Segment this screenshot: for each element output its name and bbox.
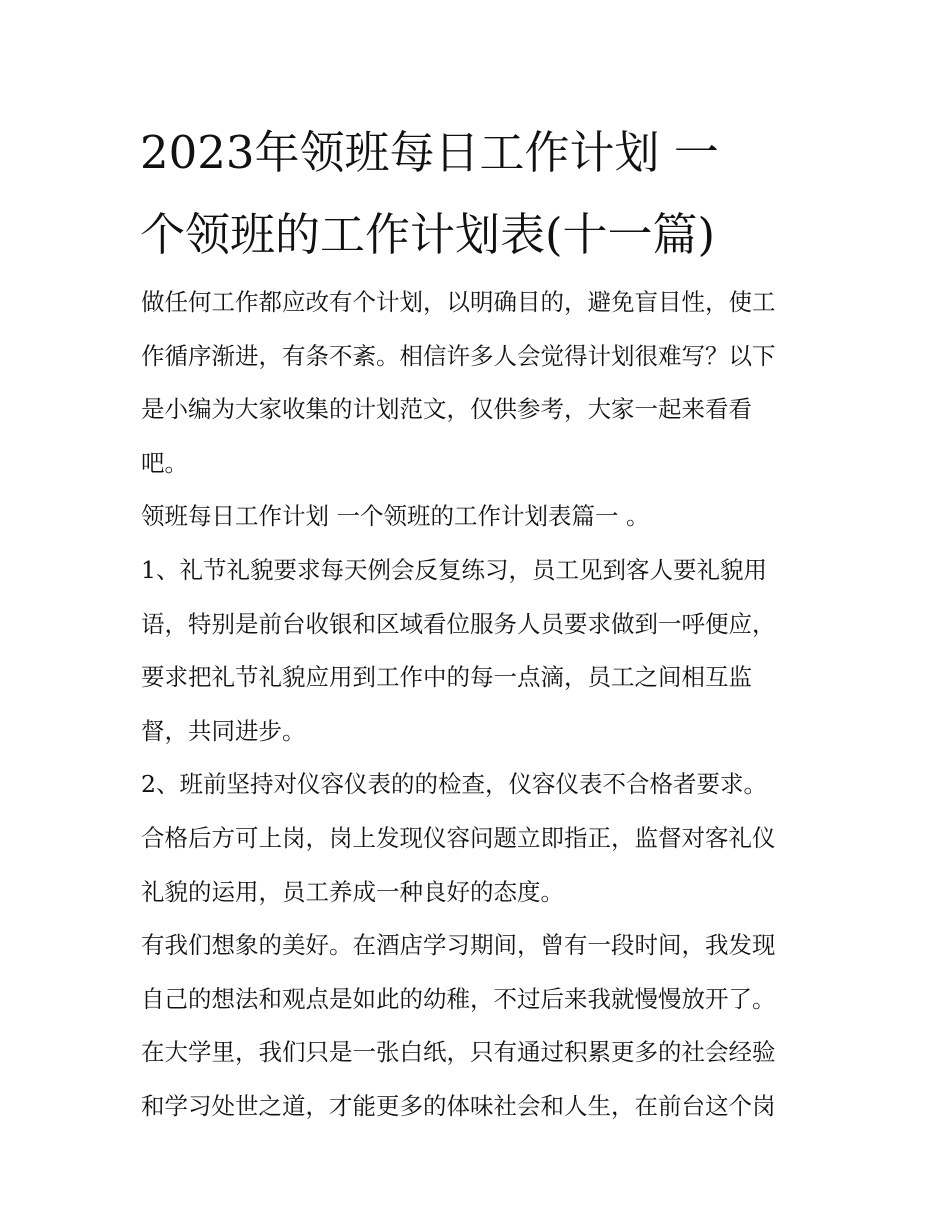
body-line: 语，特别是前台收银和区域看位服务人员要求做到一呼便应， <box>141 609 776 638</box>
body-line: 礼貌的运用，员工养成一种良好的态度。 <box>141 877 564 906</box>
body-line: 合格后方可上岗，岗上发现仪容问题立即指正，监督对客礼仪 <box>141 823 776 852</box>
document-title <box>140 112 820 276</box>
body-line: 1、礼节礼貌要求每天例会反复练习，员工见到客人要礼貌用 <box>141 555 767 584</box>
body-line: 做任何工作都应改有个计划，以明确目的，避免盲目性，使工 <box>141 288 776 316</box>
document-body <box>141 276 821 1134</box>
body-line: 2、班前坚持对仪容仪表的的检查，仪容仪表不合格者要求。 <box>141 770 767 799</box>
body-line: 督，共同进步。 <box>141 716 306 745</box>
title-line: 2023年领班每日工作计划 一 <box>140 126 719 179</box>
body-line: 和学习处世之道，才能更多的体味社会和人生，在前台这个岗 <box>141 1091 776 1120</box>
body-line: 吧。 <box>141 448 188 477</box>
body-line: 要求把礼节礼貌应用到工作中的每一点滴，员工之间相互监 <box>141 663 752 692</box>
body-line: 领班每日工作计划 一个领班的工作计划表篇一 。 <box>141 502 650 531</box>
title-line: 个领班的工作计划表(十一篇) <box>140 208 716 261</box>
body-line: 是小编为大家收集的计划范文，仅供参考，大家一起来看看 <box>141 395 752 424</box>
body-line: 自己的想法和观点是如此的幼稚，不过后来我就慢慢放开了。 <box>141 984 776 1013</box>
body-line: 作循序渐进，有条不紊。相信许多人会觉得计划很难写？以下 <box>141 341 776 370</box>
body-line: 有我们想象的美好。在酒店学习期间，曾有一段时间，我发现 <box>141 931 776 960</box>
body-line: 在大学里，我们只是一张白纸，只有通过积累更多的社会经验 <box>141 1038 776 1067</box>
